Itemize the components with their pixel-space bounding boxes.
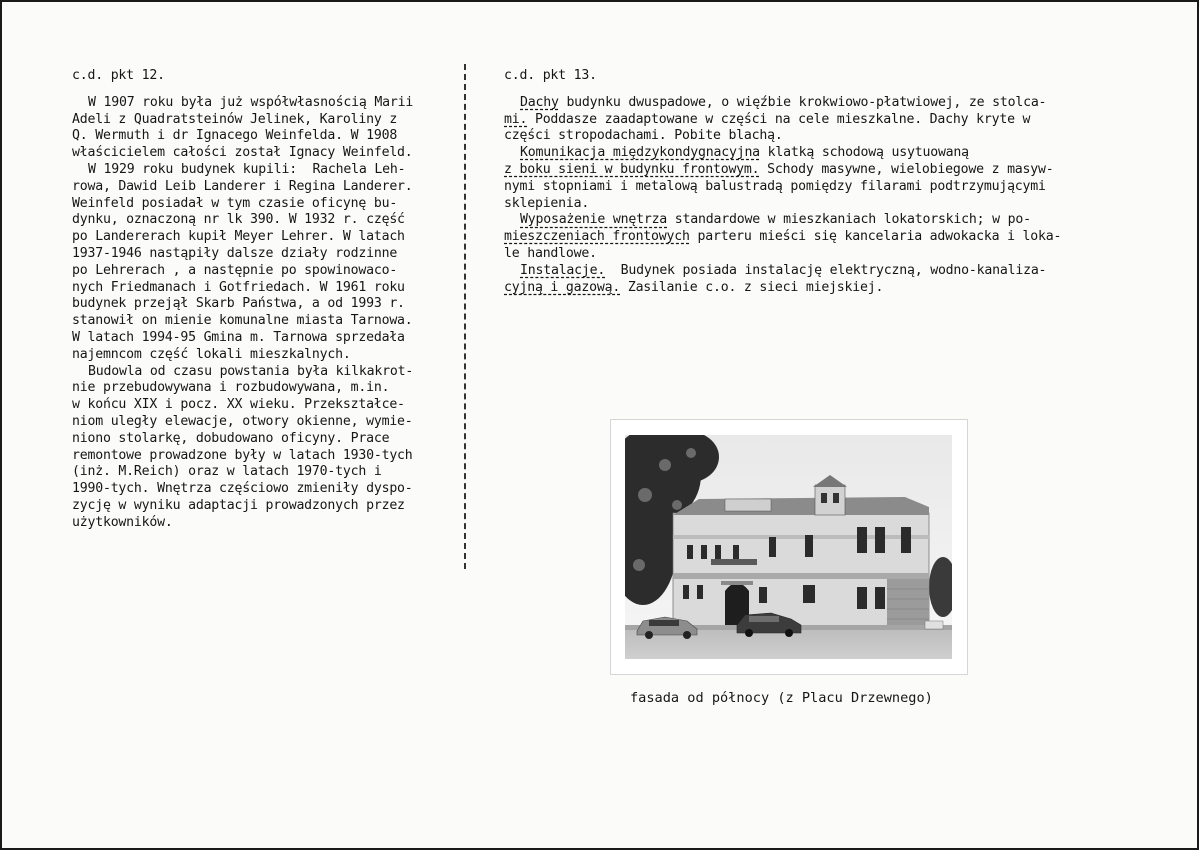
- text-line: [504, 95, 1114, 112]
- text-line: [504, 280, 1114, 297]
- text-line: zycję w wyniku adaptacji prowadzonych przez: [72, 497, 405, 513]
- text-span: Zasilanie c.o. z sieci miejskiej.: [620, 279, 884, 295]
- paragraph-alterations: [72, 364, 452, 532]
- section-instalacje: [504, 263, 1114, 297]
- text-span: parteru mieści się kancelaria adwokacka i loka-: [689, 229, 1062, 245]
- text-line: niom uległy elewacje, otwory okienne, wymie-: [72, 413, 413, 429]
- building-facade-photo: [625, 435, 952, 659]
- text-line: właścicielem całości został Ignacy Weinfeld.: [72, 145, 413, 161]
- text-line: dynku, oznaczoną nr lk 390. W 1932 r. część: [72, 212, 405, 228]
- text-span: Budynek posiada instalację elektryczną, wodno-kanaliza-: [605, 262, 1047, 278]
- text-line: użytkowników.: [72, 514, 173, 530]
- text-line: budynek przejął Skarb Państwa, a od 1993 r.: [72, 296, 405, 312]
- section-dachy: [504, 95, 1114, 145]
- text-line: [504, 112, 1114, 129]
- text-line: rowa, Dawid Leib Landerer i Regina Landerer.: [72, 178, 413, 194]
- text-line: [504, 229, 1114, 246]
- text-span: Schody masywne, wielobiegowe z masyw-: [759, 161, 1054, 177]
- section-komunikacja: [504, 145, 1114, 212]
- section-term: mieszczeniach frontowych: [504, 229, 690, 245]
- text-line: nie przebudowywana i rozbudowywana, m.in.: [72, 380, 390, 396]
- right-column: [504, 68, 1114, 296]
- section-term: mi.: [504, 111, 528, 127]
- text-line: części stropodachami. Pobite blachą.: [504, 128, 783, 144]
- text-line: nymi stopniami i metalową balustradą pomiędzy filarami podtrzymującymi: [504, 178, 1046, 194]
- text-line: po Landererach kupił Meyer Lehrer. W latach: [72, 229, 405, 245]
- section-term: Komunikacja międzykondygnacyjna: [520, 145, 760, 161]
- text-line: [504, 145, 1114, 162]
- text-span: klatką schodową usytuowaną: [759, 145, 969, 161]
- text-line: (inż. M.Reich) oraz w latach 1970-tych i: [72, 464, 382, 480]
- photo-mount: [610, 419, 968, 675]
- text-line: stanowił on mienie komunalne miasta Tarnowa.: [72, 313, 413, 329]
- left-heading: c.d. pkt 12.: [72, 68, 165, 83]
- section-term: Instalacje.: [520, 262, 606, 278]
- document-page: [2, 2, 1197, 848]
- column-divider: [464, 64, 466, 569]
- text-line: niono stolarkę, dobudowano oficyny. Prace: [72, 430, 390, 446]
- text-line: nych Friedmanach i Gotfriedach. W 1961 roku: [72, 279, 405, 295]
- text-line: 1990-tych. Wnętrza częściowo zmieniły dyspo-: [72, 481, 413, 497]
- text-span: standardowe w mieszkaniach lokatorskich; w po-: [667, 212, 1031, 228]
- text-line: po Lehrerach , a następnie po spowinowaco-: [72, 262, 398, 278]
- text-span: budynku dwuspadowe, o więźbie krokwiowo-płatwiowej, ze stolca-: [558, 94, 1047, 110]
- text-line: W 1929 roku budynek kupili: Rachela Leh-: [88, 161, 406, 177]
- text-line: W 1907 roku była już współwłasnością Marii: [88, 94, 414, 110]
- text-line: W latach 1994-95 Gmina m. Tarnowa sprzedała: [72, 329, 405, 345]
- text-line: Budowla od czasu powstania była kilkakrot-: [88, 363, 414, 379]
- text-line: sklepienia.: [504, 195, 590, 211]
- text-line: w końcu XIX i pocz. XX wieku. Przekształce-: [72, 397, 405, 413]
- paragraph-ownership-1907: [72, 95, 452, 162]
- text-line: [504, 263, 1114, 280]
- text-span: Poddasze zaadaptowane w części na cele mieszkalne. Dachy kryte w: [527, 111, 1031, 127]
- text-line: najemncom część lokali mieszkalnych.: [72, 346, 351, 362]
- text-line: Weinfeld posiadał w tym czasie oficynę bu-: [72, 195, 398, 211]
- photo-caption: fasada od północy (z Placu Drzewnego): [630, 690, 933, 706]
- text-line: [504, 162, 1114, 179]
- section-wyposazenie: [504, 212, 1114, 262]
- left-column: [72, 68, 452, 532]
- text-line: [504, 212, 1114, 229]
- text-line: Q. Wermuth i dr Ignacego Weinfelda. W 1908: [72, 128, 398, 144]
- text-line: Adeli z Quadratsteinów Jelinek, Karoliny z: [72, 111, 398, 127]
- text-line: 1937-1946 nastąpiły dalsze działy rodzinne: [72, 245, 398, 261]
- section-term: z boku sieni w budynku frontowym.: [504, 161, 760, 177]
- right-heading: c.d. pkt 13.: [504, 68, 597, 83]
- text-line: le handlowe.: [504, 245, 597, 261]
- section-term: Dachy: [520, 94, 559, 110]
- section-term: cyjną i gazową.: [504, 279, 621, 295]
- text-line: remontowe prowadzone były w latach 1930-tych: [72, 447, 413, 463]
- section-term: Wyposażenie wnętrza: [520, 212, 668, 228]
- paragraph-ownership-1929: [72, 162, 452, 364]
